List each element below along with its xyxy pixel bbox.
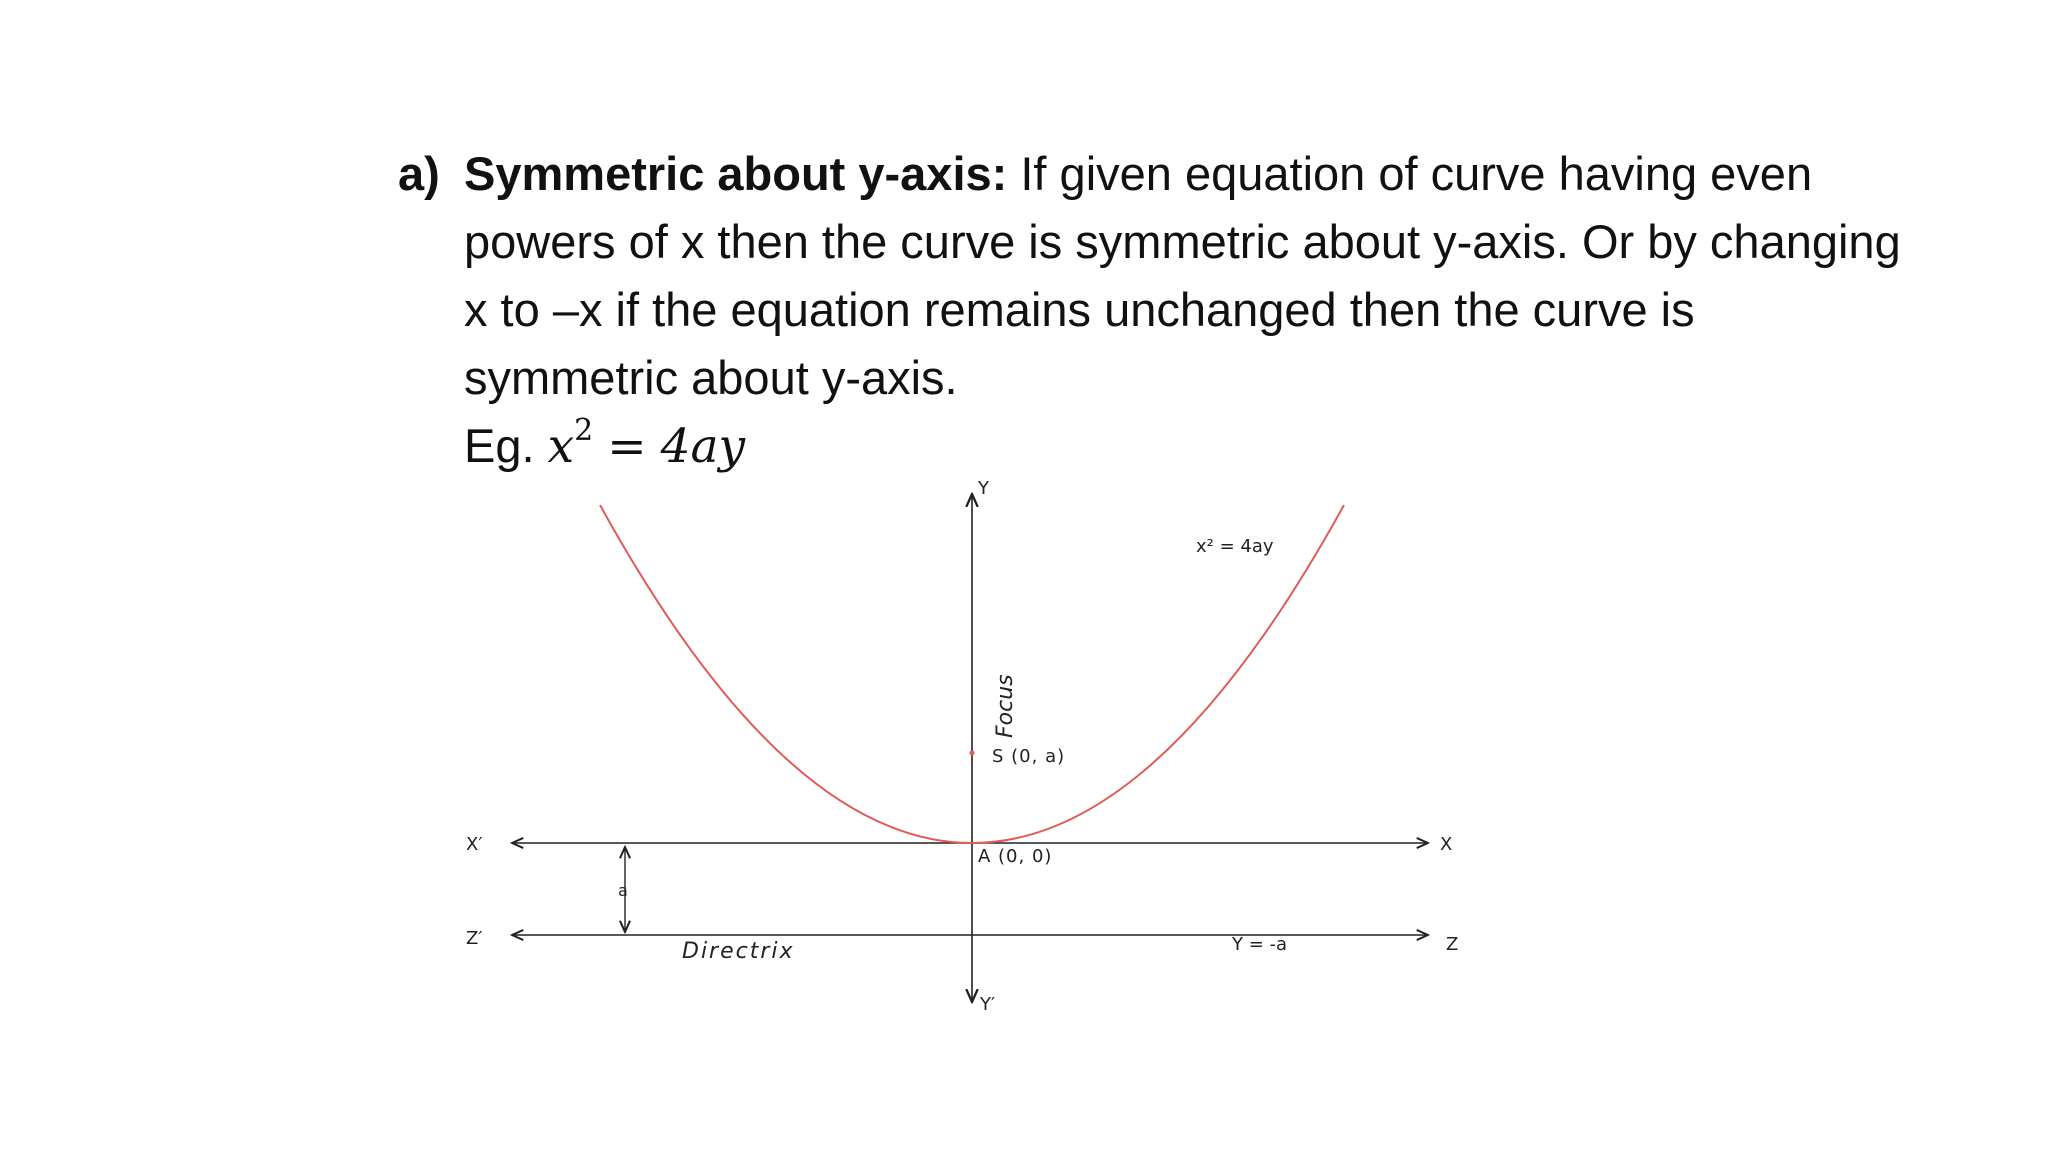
- example-prefix: Eg.: [464, 419, 535, 472]
- focus-label: Focus: [993, 674, 1018, 738]
- y-axis-label: Y: [978, 478, 989, 499]
- x-axis-label: X: [1440, 834, 1453, 855]
- example-equals: =: [607, 419, 647, 474]
- example-lhs: x: [547, 419, 575, 474]
- z-label: Z: [1446, 934, 1459, 955]
- item-content: [464, 140, 1958, 481]
- directrix-label: Directrix: [682, 939, 795, 964]
- item-heading: Symmetric about y-axis:: [464, 147, 1008, 200]
- example-exponent: 2: [574, 413, 594, 448]
- item-line-4: symmetric about y-axis.: [464, 351, 958, 404]
- y-prime-label: Y′: [980, 994, 996, 1015]
- curve-label: x² = 4ay: [1196, 536, 1274, 557]
- bullet-item: [398, 140, 1958, 481]
- x-prime-label: X′: [466, 834, 483, 855]
- focus-point: [970, 751, 975, 756]
- focus-point-label: S (0, a): [992, 746, 1066, 767]
- item-line-2: powers of x then the curve is symmetric about y-axis. Or by changing: [464, 215, 1901, 268]
- vertex-label: A (0, 0): [978, 846, 1053, 867]
- item-line-1: [464, 140, 1958, 208]
- parabola-curve: [600, 505, 1344, 843]
- directrix-equation: Y = -a: [1232, 934, 1288, 955]
- item-line-3: x to –x if the equation remains unchanged then the curve is: [464, 283, 1695, 336]
- example-equation: [547, 413, 746, 474]
- item-marker: a): [398, 147, 440, 200]
- z-prime-label: Z′: [466, 928, 483, 949]
- item-text-1: If given equation of curve having even: [1020, 147, 1813, 200]
- example-rhs: 4ay: [660, 419, 746, 474]
- example-line: [464, 412, 1958, 481]
- distance-label: a: [618, 881, 628, 900]
